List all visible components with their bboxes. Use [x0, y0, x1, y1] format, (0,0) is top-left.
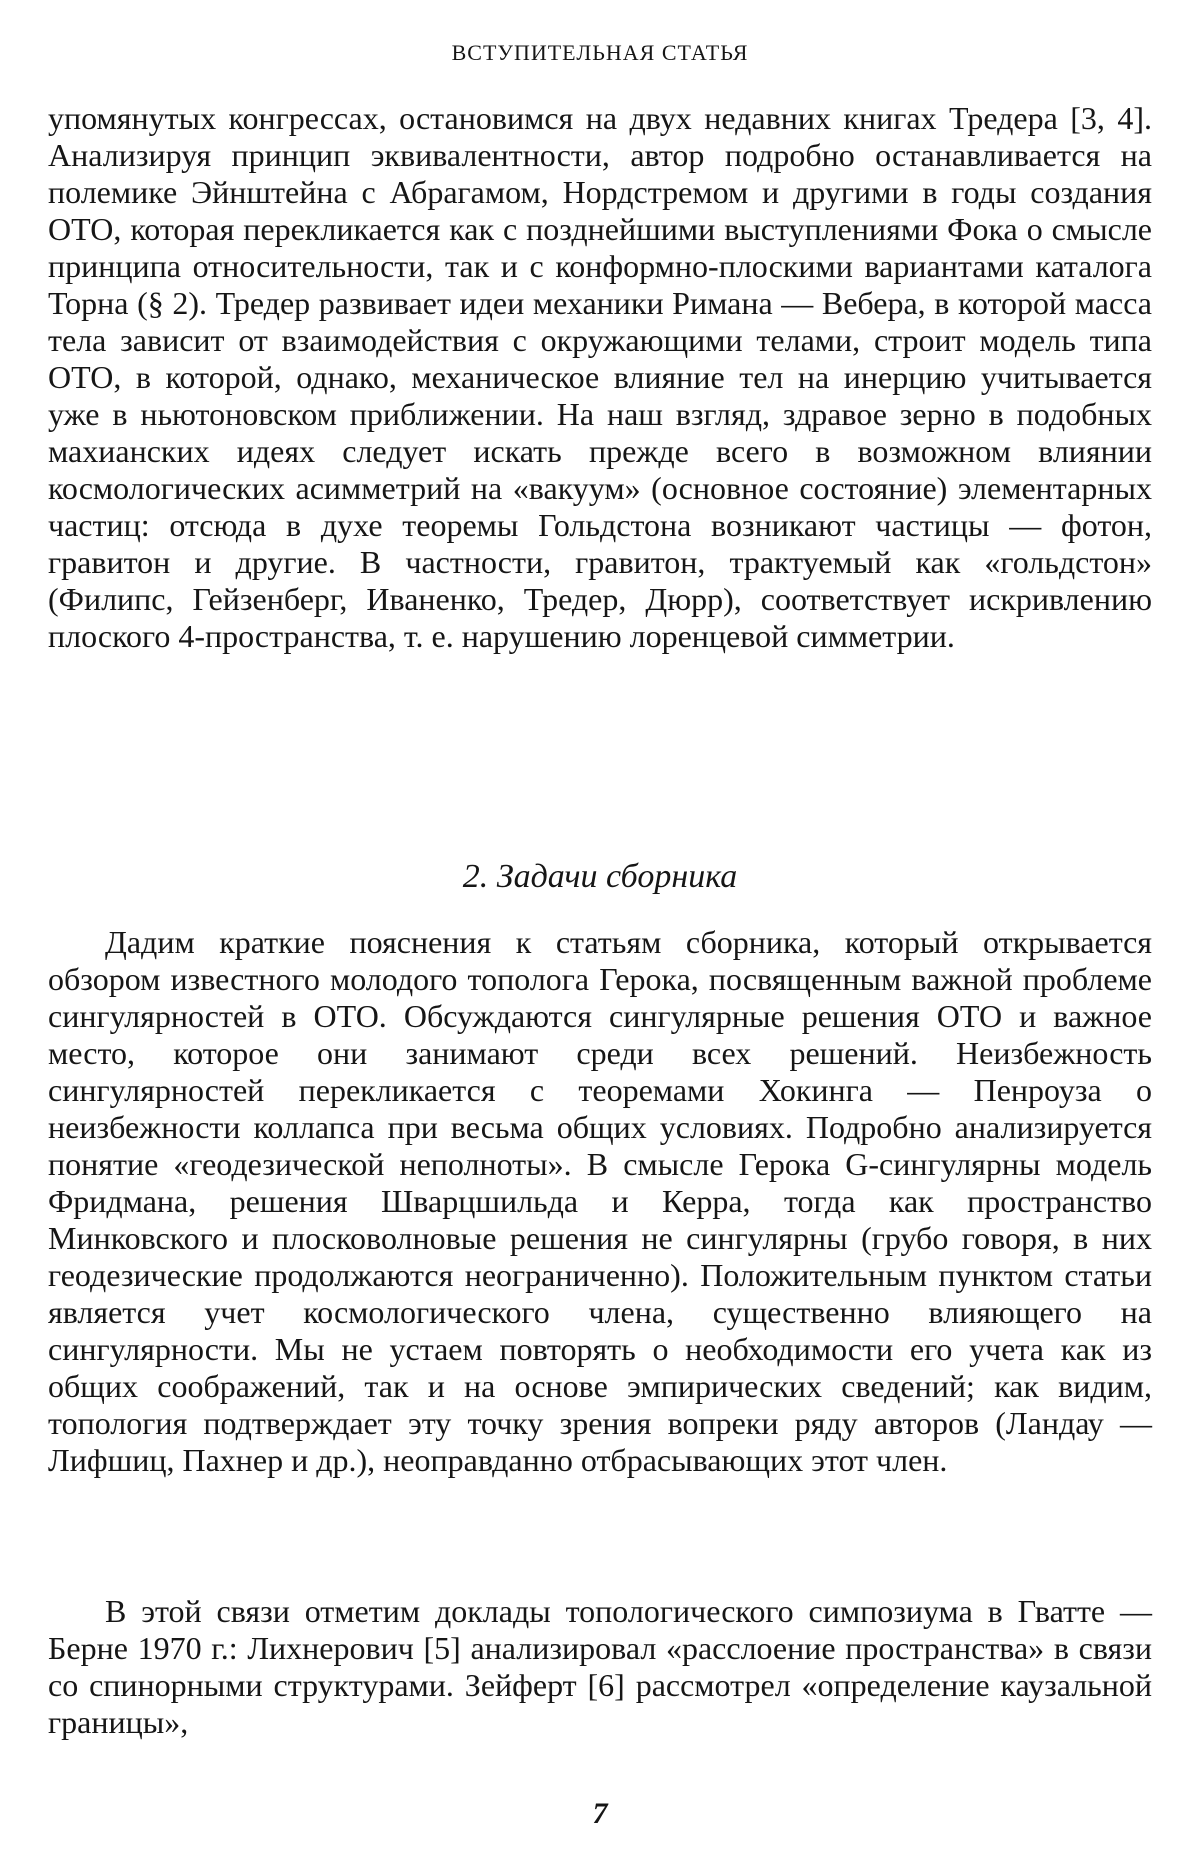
paragraph-collection: Дадим краткие пояснения к статьям сборника, который открывается обзором известного молодого тополога Герока, посвященным важной проблеме сингулярностей в ОТО. Обсуждаются сингулярные решения ОТО и важное место, которое они занимают среди всех решений. Неизбежность сингулярностей перекликается с теоремами Хокинга — Пенроуза о неизбежности коллапса при весьма общих условиях. Подробно анализируется понятие «геодезической неполноты». В смысле Герока G-сингулярны модель Фридмана, решения Шварцшильда и Керра, тогда как пространство Минковского и плосковолновые решения не сингулярны (грубо говоря, в них геодезические продолжаются неограниченно). Положительным пунктом статьи является учет космологического члена, существенно влияющего на сингулярности. Мы не устаем повторять о необходимости его учета как из общих соображений, так и на основе эмпирических сведений; как видим, топология подтверждает эту точку зрения вопреки ряду авторов (Ландау — Лифшиц, Пахнер и др.), неоправданно отбрасывающих этот член.: [48, 924, 1152, 1478]
paragraph-symposium: В этой связи отметим доклады топологического симпозиума в Гватте — Берне 1970 г.: Лихнерович [5] анализировал «расслоение пространства» в связи со спинорными структурами. Зейферт [6] рассмотрел «определение каузальной границы»,: [48, 1593, 1152, 1740]
section-title: 2. Задачи сборника: [462, 858, 738, 895]
page-number: 7: [592, 1797, 608, 1830]
running-head: ВСТУПИТЕЛЬНАЯ СТАТЬЯ: [451, 40, 749, 65]
paragraph-continued: упомянутых конгрессах, остановимся на двух недавних книгах Тредера [3, 4]. Анализируя принцип эквивалентности, автор подробно останавливается на полемике Эйнштейна с Абрагамом, Нордстремом и другими в годы создания ОТО, которая перекликается как с позднейшими выступлениями Фока о смысле принципа относительности, так и с конформно-плоскими вариантами каталога Торна (§ 2). Тредер развивает идеи механики Римана — Вебера, в которой масса тела зависит от взаимодействия с окружающими телами, строит модель типа ОТО, в которой, однако, механическое влияние тел на инерцию учитывается уже в ньютоновском приближении. На наш взгляд, здравое зерно в подобных махианских идеях следует искать прежде всего в возможном влиянии космологических асимметрий на «вакуум» (основное состояние) элементарных частиц: отсюда в духе теоремы Гольдстона возникают частицы — фотон, гравитон и другие. В частности, гравитон, трактуемый как «гольдстон» (Филипс, Гейзенберг, Иваненко, Тредер, Дюрр), соответствует искривлению плоского 4-пространства, т. е. нарушению лоренцевой симметрии.: [48, 100, 1152, 654]
